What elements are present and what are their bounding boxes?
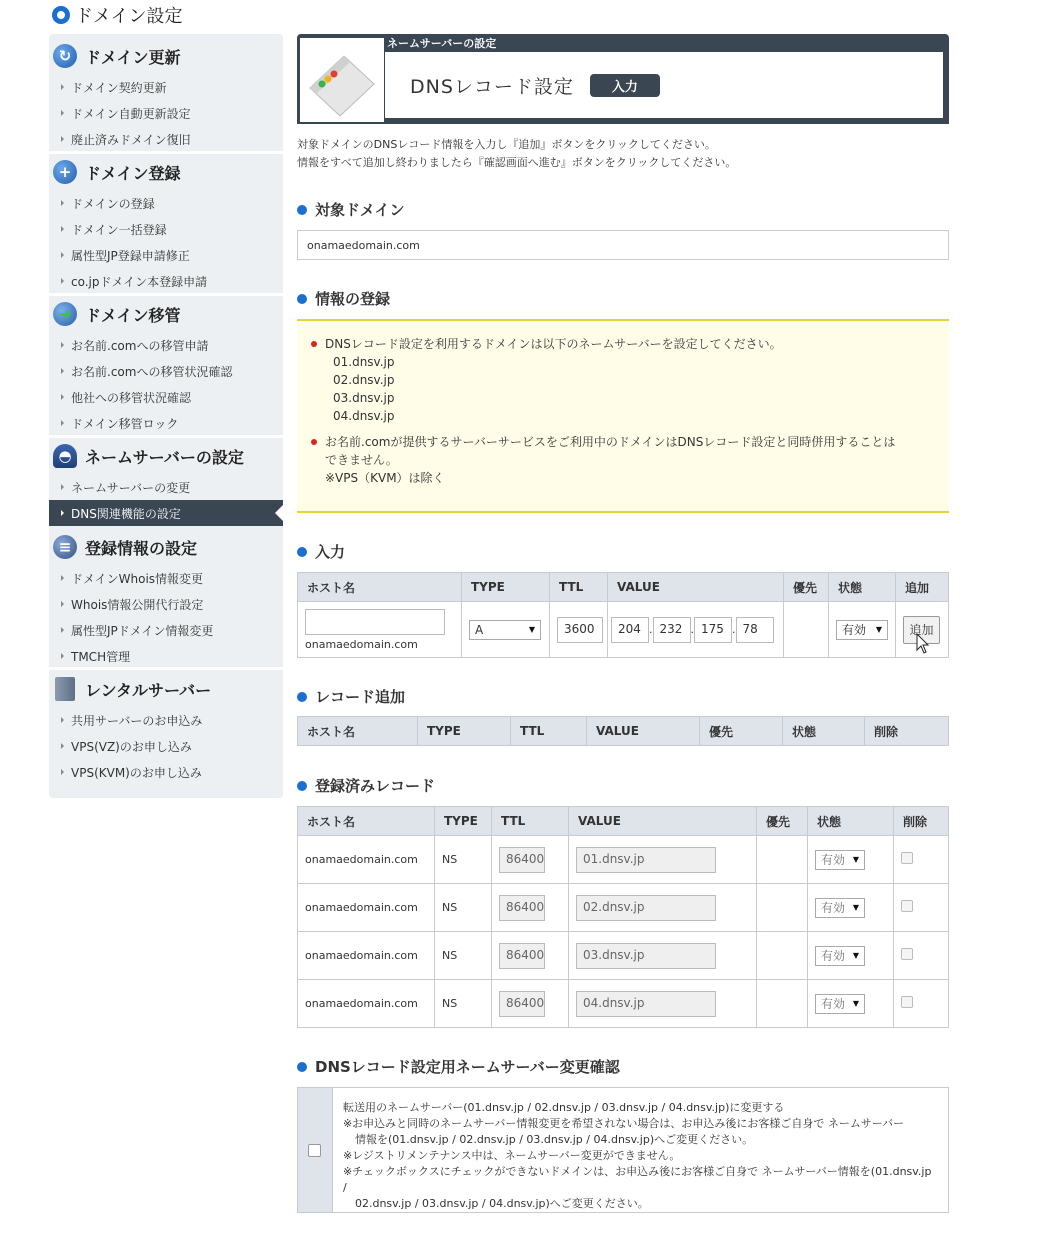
- title-ring-icon: [52, 6, 70, 24]
- delete-checkbox: [901, 996, 913, 1008]
- table-row: [298, 932, 949, 980]
- sidebar-section-register: [49, 154, 283, 294]
- record-priority: [757, 884, 808, 932]
- record-value-field: 04.dnsv.jp: [576, 991, 716, 1017]
- record-status-select: 有効 ▼: [815, 850, 865, 870]
- col-status: 状態: [808, 807, 894, 836]
- sidebar-item-cojp[interactable]: co.jpドメイン本登録申請: [49, 268, 283, 294]
- record-value-field: 03.dnsv.jp: [576, 943, 716, 969]
- transfer-icon: ➜: [53, 302, 77, 326]
- col-add: 追加: [896, 573, 949, 602]
- target-domain-value: onamaedomain.com: [297, 230, 949, 260]
- col-status: 状態: [829, 573, 896, 602]
- host-input[interactable]: [305, 609, 445, 635]
- sidebar-item-whois-change[interactable]: ドメインWhois情報変更: [49, 565, 283, 591]
- page-banner: [297, 34, 949, 124]
- sidebar-item-whois-proxy[interactable]: Whois情報公開代行設定: [49, 591, 283, 617]
- sidebar-heading-server[interactable]: レンタルサーバー: [49, 671, 283, 707]
- window-icon: [300, 38, 384, 122]
- sidebar-item-jp-fix[interactable]: 属性型JP登録申請修正: [49, 242, 283, 268]
- confirm-text: 転送用のネームサーバー(01.dnsv.jp / 02.dnsv.jp / 03.dnsv.jp / 04.dnsv.jp)に変更する ※お申込みと同時のネームサーバー情報変更を希望されない場合は、お申込み後にお客様ご自身で ネームサーバー 情報を(01.dnsv.jp / 02.dnsv.jp / 03.dnsv.jp / 04.dnsv.jp)へご変更ください。 ※レジストリメンテナンス中は、ネームサーバー変更ができません。 ※チェックボックスにチェックができないドメインは、お申込み後にお客様ご自身で ネームサーバー情報を(01.dnsv.jp / 02.dnsv.jp / 03.dnsv.jp / 04.dnsv.jp)へご変更ください。: [342, 1101, 932, 1210]
- record-ttl-field: 86400: [499, 895, 545, 921]
- col-type: TYPE: [462, 573, 550, 602]
- registered-records-table: [297, 806, 949, 1028]
- col-priority: 優先: [784, 573, 829, 602]
- type-select[interactable]: A ▼: [469, 620, 541, 640]
- sidebar-item-domain-register[interactable]: ドメインの登録: [49, 190, 283, 216]
- sidebar-item-tmch[interactable]: TMCH管理: [49, 643, 283, 669]
- page-title-text: ドメイン設定: [75, 6, 183, 27]
- server-icon: [55, 677, 75, 701]
- chevron-down-icon: ▼: [852, 903, 859, 912]
- sidebar-heading-nameserver[interactable]: ◓ ネームサーバーの設定: [49, 438, 283, 474]
- sidebar-item-jp-info[interactable]: 属性型JPドメイン情報変更: [49, 617, 283, 643]
- ttl-input[interactable]: 3600: [557, 617, 603, 643]
- bullet-icon: [297, 781, 307, 791]
- sidebar-section-renew: [49, 38, 283, 152]
- ip-octet-2-input[interactable]: 232: [653, 617, 691, 643]
- record-value-field: 01.dnsv.jp: [576, 847, 716, 873]
- delete-checkbox: [901, 852, 913, 864]
- col-host: ホスト名: [298, 573, 462, 602]
- input-table: ホスト名 TYPE TTL VALUE 優先 状態 追加 onamaedomain.com A ▼ 3600 204 . 232 . 175 . 78 有効 ▼ 追加: [297, 572, 949, 658]
- nameserver-line: 02.dnsv.jp: [333, 373, 395, 387]
- bullet-icon: [297, 547, 307, 557]
- col-status: 状態: [783, 717, 865, 746]
- record-type: NS: [435, 884, 492, 932]
- intro-line: 対象ドメインのDNSレコード情報を入力し『追加』ボタンをクリックしてください。: [297, 138, 716, 151]
- sidebar-item-shared-server[interactable]: 共用サーバーのお申込み: [49, 707, 283, 733]
- sidebar-section-transfer: [49, 296, 283, 436]
- sidebar-heading-registration[interactable]: ≡ 登録情報の設定: [49, 529, 283, 565]
- sidebar-divider: [49, 667, 283, 670]
- step-badge: 入力: [590, 74, 660, 97]
- ip-octet-3-input[interactable]: 175: [694, 617, 732, 643]
- col-type: TYPE: [435, 807, 492, 836]
- record-host: onamaedomain.com: [298, 980, 435, 1028]
- sidebar-heading-register[interactable]: + ドメイン登録: [49, 154, 283, 190]
- record-status-select: 有効 ▼: [815, 898, 865, 918]
- renew-icon: ↻: [53, 44, 77, 68]
- registration-icon: ≡: [53, 535, 77, 559]
- col-ttl: TTL: [550, 573, 608, 602]
- bullet-icon: [297, 205, 307, 215]
- section-title-confirm: DNSレコード設定用ネームサーバー変更確認: [297, 1056, 620, 1077]
- confirm-checkbox-cell: [298, 1088, 333, 1212]
- delete-checkbox: [901, 900, 913, 912]
- banner-title: DNSレコード設定: [410, 75, 574, 98]
- col-priority: 優先: [757, 807, 808, 836]
- sidebar: [49, 34, 283, 798]
- status-select[interactable]: 有効 ▼: [836, 620, 888, 640]
- bullet-icon: [297, 692, 307, 702]
- ip-octet-4-input[interactable]: 78: [736, 617, 774, 643]
- chevron-down-icon: ▼: [852, 951, 859, 960]
- record-type: NS: [435, 980, 492, 1028]
- sidebar-item-bulk-register[interactable]: ドメイン一括登録: [49, 216, 283, 242]
- sidebar-item-ns-change[interactable]: ネームサーバーの変更: [49, 474, 283, 500]
- record-type: NS: [435, 836, 492, 884]
- sidebar-item-transfer-apply[interactable]: お名前.comへの移管申請: [49, 332, 283, 358]
- col-delete: 削除: [865, 717, 949, 746]
- add-record-button[interactable]: 追加: [903, 616, 940, 644]
- col-ttl: TTL: [492, 807, 569, 836]
- sidebar-item-contract-renew[interactable]: ドメイン契約更新: [49, 74, 283, 100]
- sidebar-section-registration: [49, 529, 283, 669]
- delete-checkbox: [901, 948, 913, 960]
- sidebar-item-vps-kvm[interactable]: VPS(KVM)のお申し込み: [49, 759, 283, 785]
- sidebar-item-vps-vz[interactable]: VPS(VZ)のお申し込み: [49, 733, 283, 759]
- col-host: ホスト名: [298, 807, 435, 836]
- col-value: VALUE: [587, 717, 700, 746]
- record-host: onamaedomain.com: [298, 836, 435, 884]
- table-row: [298, 884, 949, 932]
- intro-text: [297, 136, 736, 172]
- record-host: onamaedomain.com: [298, 884, 435, 932]
- col-type: TYPE: [418, 717, 511, 746]
- bullet-icon: [297, 294, 307, 304]
- record-ttl-field: 86400: [499, 943, 545, 969]
- record-value-field: 02.dnsv.jp: [576, 895, 716, 921]
- page-title: [52, 4, 182, 26]
- col-value: VALUE: [608, 573, 784, 602]
- section-title-record-add: レコード追加: [297, 686, 405, 707]
- record-type: NS: [435, 932, 492, 980]
- record-status-select: 有効 ▼: [815, 946, 865, 966]
- record-priority: [757, 932, 808, 980]
- col-priority: 優先: [700, 717, 783, 746]
- section-title-registered: 登録済みレコード: [297, 775, 435, 796]
- record-ttl-field: 86400: [499, 847, 545, 873]
- col-ttl: TTL: [511, 717, 587, 746]
- priority-cell: [784, 602, 829, 658]
- record-priority: [757, 980, 808, 1028]
- sidebar-item-transfer-status[interactable]: お名前.comへの移管状況確認: [49, 358, 283, 384]
- info-item: DNSレコード設定を利用するドメインは以下のネームサーバーを設定してください。: [311, 335, 933, 353]
- info-item: お名前.comが提供するサーバーサービスをご利用中のドメインはDNSレコード設定と同時併用することは できません。 ※VPS（KVM）は除く: [311, 433, 933, 487]
- section-title-input: 入力: [297, 541, 345, 562]
- banner-label: ネームサーバーの設定: [387, 37, 497, 50]
- sidebar-item-restore[interactable]: 廃止済みドメイン復旧: [49, 126, 283, 152]
- ip-octet-1-input[interactable]: 204: [611, 617, 649, 643]
- nameserver-line: 01.dnsv.jp: [333, 355, 395, 369]
- sidebar-item-auto-renew[interactable]: ドメイン自動更新設定: [49, 100, 283, 126]
- record-host: onamaedomain.com: [298, 932, 435, 980]
- sidebar-item-dns-settings[interactable]: DNS関連機能の設定: [49, 500, 283, 526]
- nameserver-line: 03.dnsv.jp: [333, 391, 395, 405]
- nameserver-icon: ◓: [53, 444, 77, 468]
- chevron-down-icon: ▼: [852, 855, 859, 864]
- sidebar-heading-renew[interactable]: ↻ ドメイン更新: [49, 38, 283, 74]
- intro-line: 情報をすべて追加し終わりましたら『確認画面へ進む』ボタンをクリックしてください。: [297, 156, 737, 169]
- col-value: VALUE: [569, 807, 757, 836]
- chevron-down-icon: ▼: [852, 999, 859, 1008]
- sidebar-section-nameserver: [49, 438, 283, 526]
- add-icon: +: [53, 160, 77, 184]
- table-row: [298, 980, 949, 1028]
- record-status-select: 有効 ▼: [815, 994, 865, 1014]
- bullet-icon: [297, 1062, 307, 1072]
- section-title-info: 情報の登録: [297, 288, 390, 309]
- chevron-down-icon: ▼: [875, 625, 882, 634]
- mouse-cursor-icon: [915, 633, 931, 655]
- host-suffix: onamaedomain.com: [305, 637, 418, 651]
- sidebar-item-transfer-lock[interactable]: ドメイン移管ロック: [49, 410, 283, 436]
- record-add-table: [297, 716, 949, 746]
- ns-change-confirm: [297, 1087, 949, 1213]
- info-notice: [297, 319, 949, 513]
- sidebar-heading-transfer[interactable]: ➜ ドメイン移管: [49, 296, 283, 332]
- table-row: [298, 836, 949, 884]
- section-title-target-domain: 対象ドメイン: [297, 199, 405, 220]
- banner-content: [385, 52, 943, 118]
- sidebar-section-server: [49, 671, 283, 785]
- col-host: ホスト名: [298, 717, 418, 746]
- ns-change-checkbox[interactable]: [308, 1144, 321, 1157]
- chevron-down-icon: ▼: [528, 625, 535, 634]
- record-priority: [757, 836, 808, 884]
- record-ttl-field: 86400: [499, 991, 545, 1017]
- col-delete: 削除: [894, 807, 949, 836]
- sidebar-item-other-transfer[interactable]: 他社への移管状況確認: [49, 384, 283, 410]
- nameserver-line: 04.dnsv.jp: [333, 409, 395, 423]
